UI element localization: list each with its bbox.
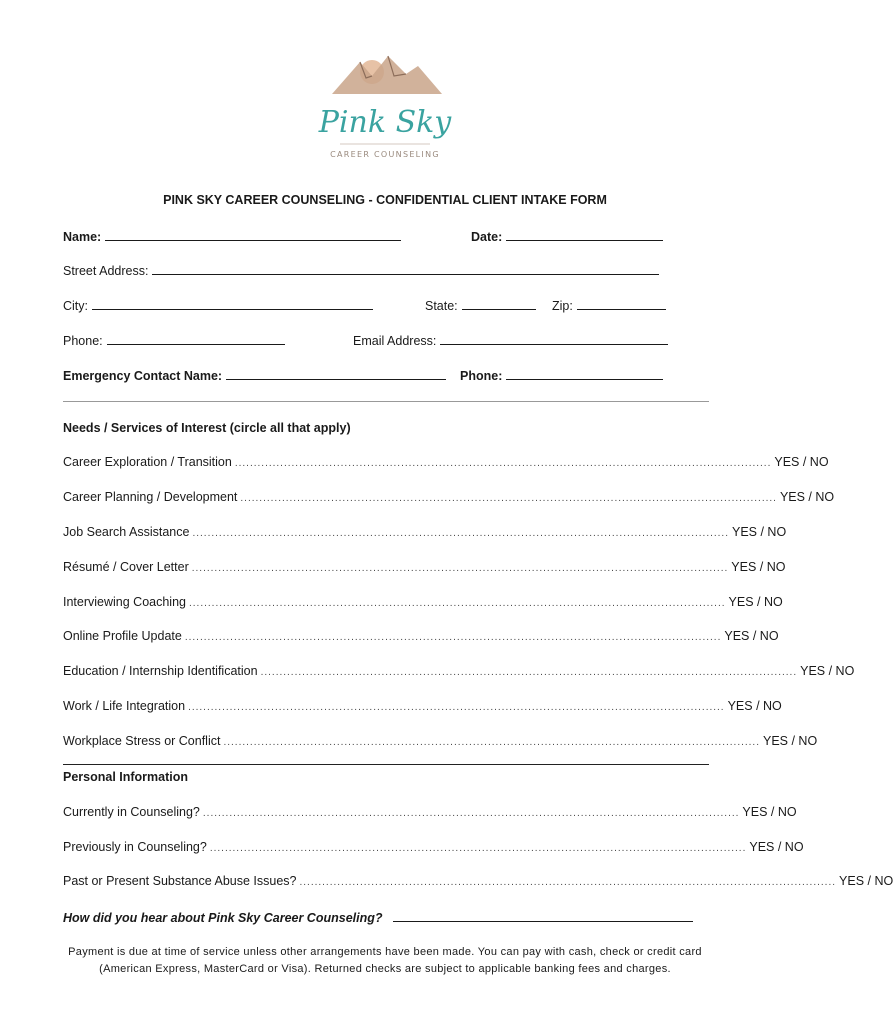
service-label: Job Search Assistance — [63, 525, 190, 539]
date-field[interactable] — [471, 228, 663, 244]
service-row — [63, 490, 835, 504]
date-label: Date: — [471, 230, 503, 244]
zip-label: Zip: — [552, 299, 573, 313]
leader-dots: .............................................................................................................................................. — [189, 598, 726, 609]
state-field[interactable] — [425, 297, 536, 313]
emergency-contact-field[interactable] — [63, 367, 446, 383]
zip-field[interactable] — [552, 297, 666, 313]
name-field[interactable] — [63, 228, 401, 244]
payment-notice-line-2: (American Express, MasterCard or Visa). Returned checks are subject to applicable banking fees and charges. — [99, 963, 671, 975]
yes-no-choice[interactable]: YES / NO — [742, 805, 797, 819]
services-heading: Needs / Services of Interest (circle all that apply) — [63, 421, 351, 435]
service-row — [63, 560, 786, 574]
street-address-field[interactable] — [63, 262, 659, 278]
street-address-label: Street Address: — [63, 264, 149, 278]
yes-no-choice[interactable]: YES / NO — [727, 699, 782, 713]
pink-sky-logo — [310, 52, 460, 164]
personal-label: Currently in Counseling? — [63, 805, 200, 819]
emergency-phone-label: Phone: — [460, 369, 503, 383]
city-line[interactable] — [92, 297, 373, 310]
yes-no-choice[interactable]: YES / NO — [749, 840, 804, 854]
personal-row — [63, 840, 804, 854]
state-label: State: — [425, 299, 458, 313]
leader-dots: .............................................................................................................................................. — [234, 458, 772, 469]
service-label: Interviewing Coaching — [63, 595, 186, 609]
service-row — [63, 455, 829, 469]
name-label: Name: — [63, 230, 102, 244]
svg-text:CAREER COUNSELING: CAREER COUNSELING — [330, 150, 440, 159]
service-row — [63, 699, 782, 713]
section-divider — [63, 401, 709, 402]
yes-no-choice[interactable]: YES / NO — [731, 560, 786, 574]
yes-no-choice[interactable]: YES / NO — [724, 629, 779, 643]
service-label: Résumé / Cover Letter — [63, 560, 189, 574]
service-row — [63, 629, 779, 643]
referral-source-line[interactable] — [393, 909, 693, 922]
service-row — [63, 595, 783, 609]
emergency-phone-field[interactable] — [460, 367, 663, 383]
yes-no-choice[interactable]: YES / NO — [839, 874, 893, 888]
email-field[interactable] — [353, 332, 668, 348]
leader-dots: .............................................................................................................................................. — [188, 702, 725, 713]
leader-dots: .............................................................................................................................................. — [209, 843, 747, 854]
payment-notice-line-1: Payment is due at time of service unless other arrangements have been made. You can pay with cash, check or credit card — [68, 946, 702, 958]
yes-no-choice[interactable]: YES / NO — [774, 455, 829, 469]
email-line[interactable] — [440, 332, 668, 345]
email-label: Email Address: — [353, 334, 437, 348]
leader-dots: .............................................................................................................................................. — [184, 632, 722, 643]
personal-row — [63, 805, 797, 819]
leader-dots: .............................................................................................................................................. — [191, 563, 729, 574]
service-label: Work / Life Integration — [63, 699, 186, 713]
phone-line[interactable] — [107, 332, 285, 345]
zip-line[interactable] — [577, 297, 666, 310]
referral-source-field[interactable] — [63, 909, 693, 925]
date-line[interactable] — [506, 228, 663, 241]
personal-label: Previously in Counseling? — [63, 840, 207, 854]
payment-notice — [0, 944, 770, 978]
emergency-contact-line[interactable] — [226, 367, 446, 380]
personal-info-heading: Personal Information — [63, 770, 189, 784]
phone-field[interactable] — [63, 332, 285, 348]
emergency-phone-line[interactable] — [506, 367, 663, 380]
leader-dots: .............................................................................................................................................. — [192, 528, 729, 539]
leader-dots: .............................................................................................................................................. — [202, 808, 740, 819]
service-label: Career Exploration / Transition — [63, 455, 232, 469]
personal-label: Past or Present Substance Abuse Issues? — [63, 874, 297, 888]
yes-no-choice[interactable]: YES / NO — [800, 664, 855, 678]
referral-source-label: How did you hear about Pink Sky Career Counseling? — [63, 911, 383, 925]
service-row — [63, 664, 855, 678]
name-line[interactable] — [105, 228, 401, 241]
yes-no-choice[interactable]: YES / NO — [779, 490, 835, 504]
street-address-line[interactable] — [152, 262, 659, 275]
emergency-contact-label: Emergency Contact Name: — [63, 369, 223, 383]
service-label: Education / Internship Identification — [63, 664, 258, 678]
leader-dots: .............................................................................................................................................. — [223, 737, 760, 748]
leader-dots: .............................................................................................................................................. — [299, 877, 837, 888]
service-label: Workplace Stress or Conflict — [63, 734, 221, 748]
yes-no-choice[interactable]: YES / NO — [732, 525, 787, 539]
svg-text:Pink Sky: Pink Sky — [318, 105, 452, 140]
city-field[interactable] — [63, 297, 373, 313]
state-line[interactable] — [462, 297, 536, 310]
leader-dots: .............................................................................................................................................. — [240, 493, 777, 504]
yes-no-choice[interactable]: YES / NO — [763, 734, 818, 748]
service-row — [63, 525, 787, 539]
yes-no-choice[interactable]: YES / NO — [728, 595, 783, 609]
service-row — [63, 734, 818, 748]
phone-label: Phone: — [63, 334, 103, 348]
section-divider — [63, 764, 709, 765]
city-label: City: — [63, 299, 88, 313]
form-title: PINK SKY CAREER COUNSELING - CONFIDENTIAL CLIENT INTAKE FORM — [163, 193, 607, 207]
personal-row — [63, 874, 893, 888]
service-label: Career Planning / Development — [63, 490, 238, 504]
service-label: Online Profile Update — [63, 629, 182, 643]
leader-dots: .............................................................................................................................................. — [260, 667, 798, 678]
